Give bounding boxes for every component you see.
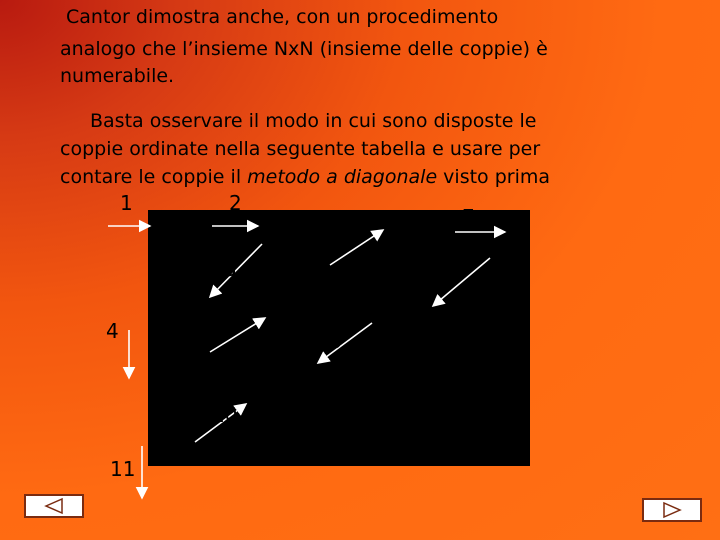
label-9: 9 — [330, 329, 343, 353]
paragraph-2-line-3-start: contare le coppie il — [60, 166, 248, 188]
paragraph-2-line-2: coppie ordinate nella seguente tabella e usare per — [60, 138, 541, 160]
label-1: 1 — [120, 191, 133, 215]
label-4: 4 — [106, 319, 119, 343]
paragraph-2-line-3-end: visto prima — [437, 166, 551, 188]
arrow-9 — [318, 323, 372, 363]
label-10: 10 — [212, 403, 238, 427]
previous-slide-button[interactable] — [24, 494, 84, 518]
label-8: 8 — [449, 261, 462, 285]
paragraph-2-line-1: Basta osservare il modo in cui sono disposte le — [90, 110, 537, 132]
triangle-right-icon — [644, 500, 700, 520]
next-slide-button[interactable] — [642, 498, 702, 522]
paragraph-1-line-1: Cantor dimostra anche, con un procedimento — [66, 6, 499, 28]
triangle-left-icon — [26, 496, 82, 516]
label-7: 7 — [462, 205, 475, 229]
label-2: 2 — [229, 191, 242, 215]
paragraph-1-line-3: numerabile. — [60, 65, 175, 87]
label-6: 6 — [336, 235, 349, 259]
label-11: 11 — [110, 457, 136, 481]
label-3: 3 — [224, 257, 237, 281]
label-5: 5 — [220, 319, 233, 343]
diagonal-method-term: metodo a diagonale — [247, 166, 438, 188]
paragraph-1-line-2: analogo che l’insieme NxN (insieme delle coppie) è — [60, 38, 548, 60]
arrow-5 — [210, 318, 265, 352]
